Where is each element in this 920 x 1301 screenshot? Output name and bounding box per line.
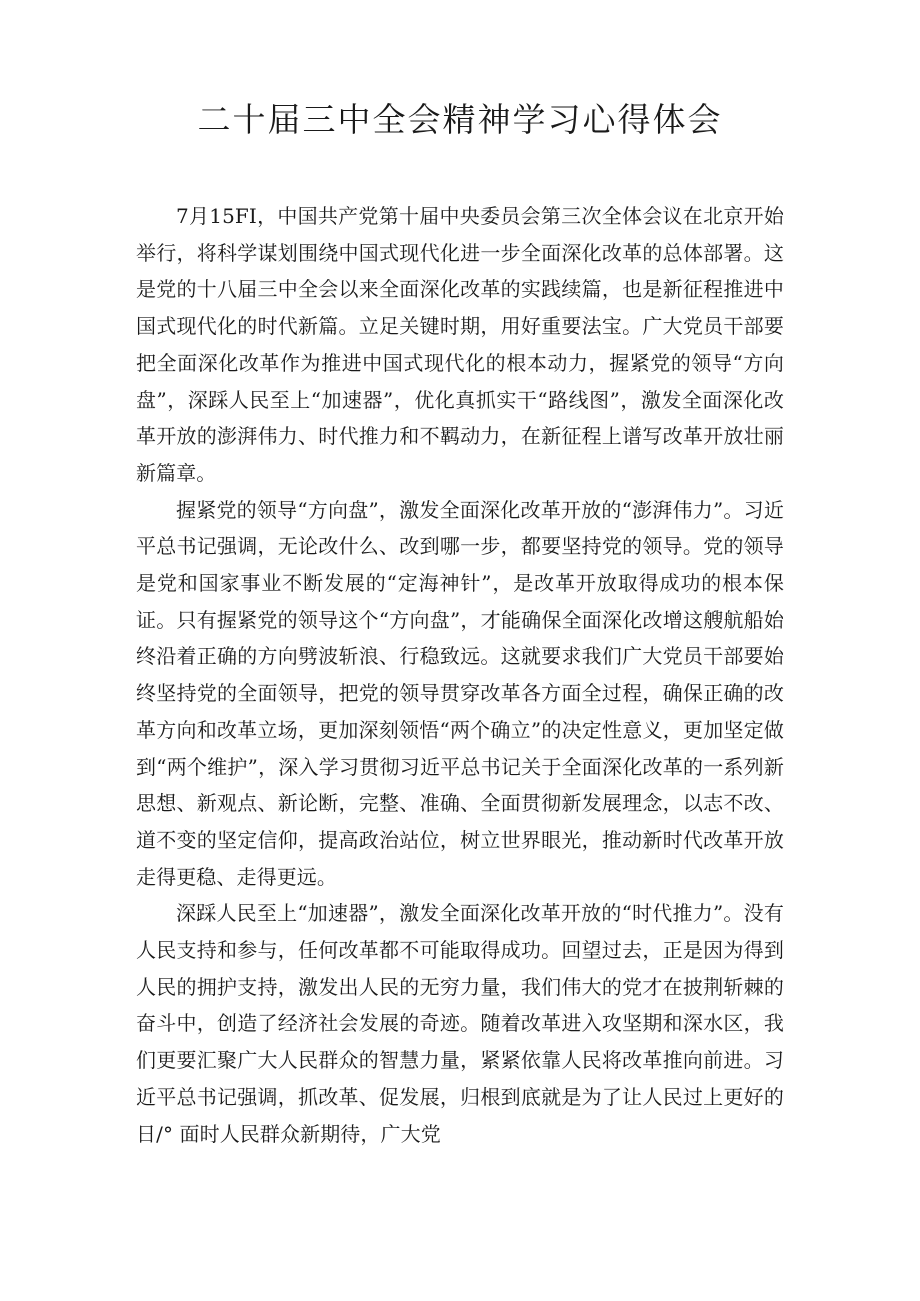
paragraph-1: 7月15FI，中国共产党第十届中央委员会第三次全体会议在北京开始举行，将科学谋划围绕中国式现代化进一步全面深化改革的总体部署。这是党的十八届三中全会以来全面深化改革的实践续篇，也是新征程推进中国式现代化的时代新篇。立足关键时期，用好重要法宝。广大党员干部要把全面深化改革作为推进中国式现代化的根本动力，握紧党的领导“方向盘”，深踩人民至上“加速器”，优化真抓实干“路线图”，激发全面深化改革开放的澎湃伟力、时代推力和不羁动力，在新征程上谱写改革开放壮丽新篇章。: [136, 204, 784, 485]
paragraph-2: 握紧党的领导“方向盘”，激发全面深化改革开放的“澎湃伟力”。习近平总书记强调，无论改什么、改到哪一步，都要坚持党的领导。党的领导是党和国家事业不断发展的“定海神针”，是改革开放取得成功的根本保证。只有握紧党的领导这个“方向盘”，才能确保全面深化改增这艘航船始终沿着正确的方向劈波斩浪、行稳致远。这就要求我们广大党员干部要始终坚持党的全面领导，把党的领导贯穿改革各方面全过程，确保正确的改革方向和改革立场，更加深刻领悟“两个确立”的决定性意义，更加坚定做到“两个维护”，深入学习贯彻习近平总书记关于全面深化改革的一系列新思想、新观点、新论断，完整、准确、全面贯彻新发展理念，以志不改、道不变的坚定信仰，提高政治站位，树立世界眼光，推动新时代改革开放走得更稳、走得更远。: [136, 497, 784, 889]
document-title: 二十届三中全会精神学习心得体会: [197, 100, 723, 139]
paragraph-3: 深踩人民至上“加速器”，激发全面深化改革开放的“时代推力”。没有人民支持和参与，任何改革都不可能取得成功。回望过去，正是因为得到人民的拥护支持，激发出人民的无穷力量，我们伟大的党才在披荆斩棘的奋斗中，创造了经济社会发展的奇迹。随着改革进入攻坚期和深水区，我们更要汇聚广大人民群众的智慧力量，紧紧依靠人民将改革推向前进。习近平总书记强调，抓改革、促发展，归根到底就是为了让人民过上更好的日/° 面时人民群众新期待，广大党: [136, 901, 784, 1146]
document-body: [136, 198, 784, 1152]
